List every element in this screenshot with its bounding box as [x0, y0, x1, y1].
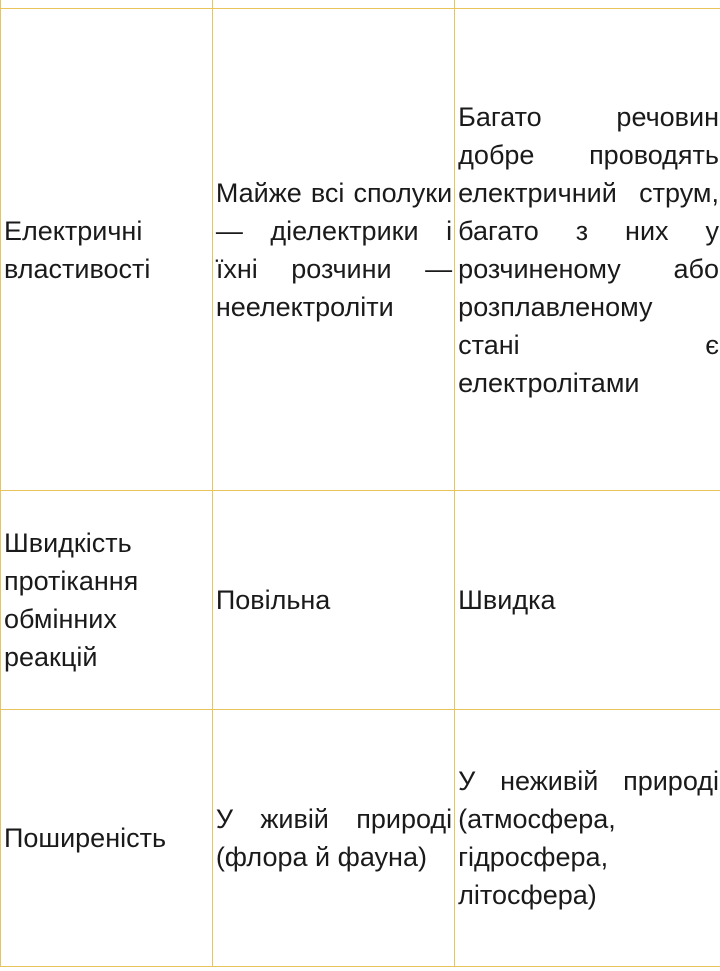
- table-cell-empty: [1, 0, 213, 9]
- table-row: [1, 9, 720, 491]
- table-row: [1, 491, 720, 710]
- organic-cell: Майже всі сполуки — діелектрики і їхні розчини — неелектроліти: [212, 9, 454, 491]
- property-cell: Електричні властивості: [1, 9, 213, 491]
- property-cell: Швидкість протікання обмінних реакцій: [1, 491, 213, 710]
- inorganic-cell: Багато речовин добре проводять електричний струм, багато з них у розчиненому або розплавленому стані є електролітами: [455, 9, 720, 491]
- organic-cell: Повільна: [212, 491, 454, 710]
- inorganic-cell: Швидка: [455, 491, 720, 710]
- property-cell: Поширеність: [1, 710, 213, 967]
- table-cell-empty: [455, 0, 720, 9]
- table-cell-empty: [212, 0, 454, 9]
- table-row: [1, 710, 720, 967]
- table-row-top-edge: [1, 0, 720, 9]
- inorganic-cell: У неживій природі (атмосфера, гідросфера, літосфера): [455, 710, 720, 967]
- organic-cell: У живій природі (флора й фауна): [212, 710, 454, 967]
